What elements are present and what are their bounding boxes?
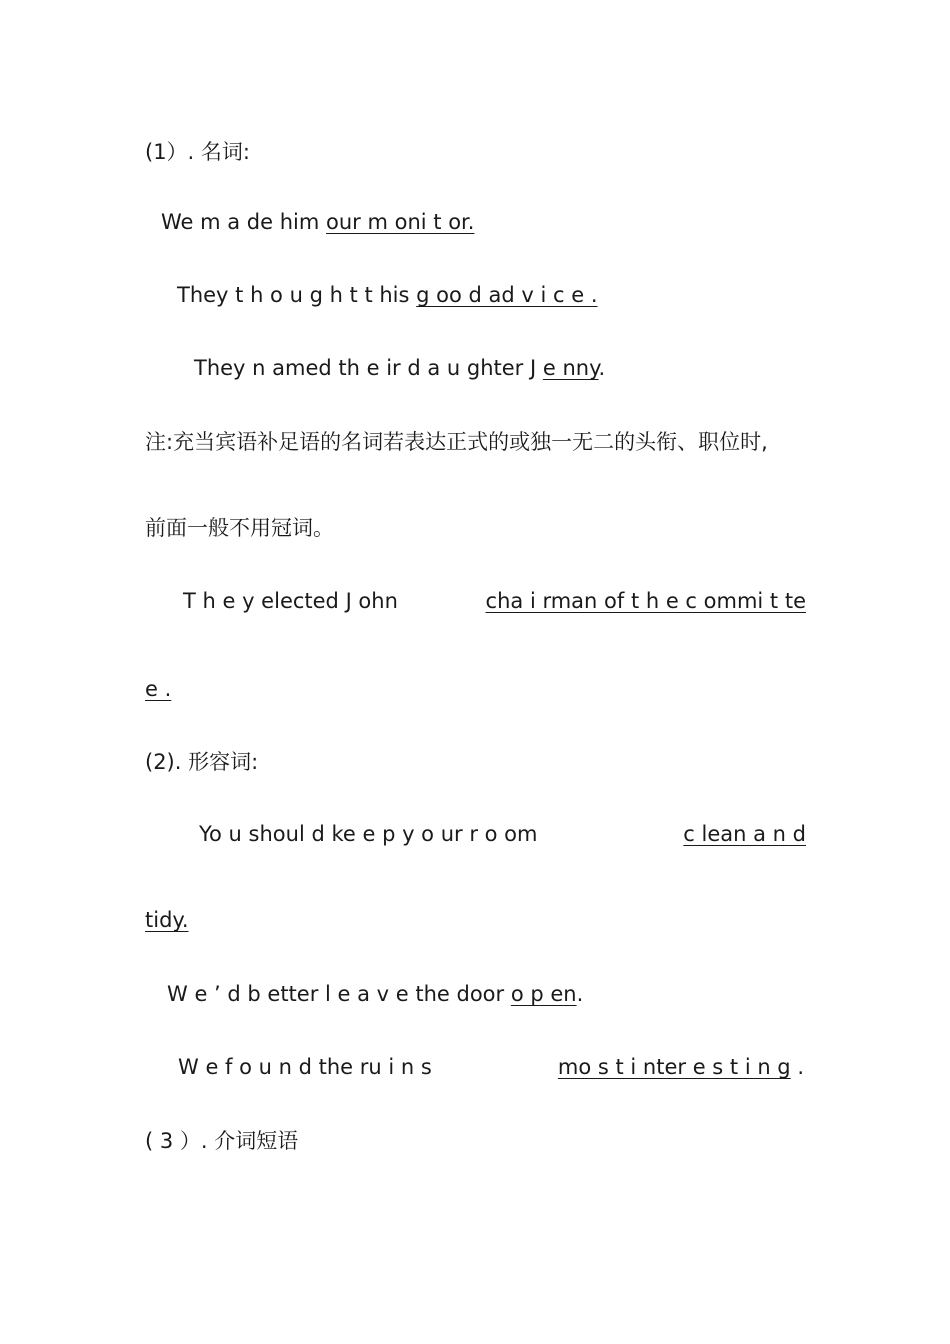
underlined-complement: o p en — [510, 982, 577, 1006]
note-line-1: 注:充当宾语补足语的名词若表达正式的或独一无二的头衔、职位时, — [145, 430, 768, 454]
example-text: We m a de him — [161, 210, 327, 234]
noun-example-3 — [194, 354, 605, 382]
underlined-complement: cha i rman of t h e c ommi t te — [485, 589, 806, 613]
adj-example-1 — [199, 820, 806, 848]
underlined-complement-end: e . — [145, 677, 172, 701]
example-text: W e f o u n d the ru i n s — [178, 1055, 432, 1079]
heading-adjective: (2). 形容词: — [145, 750, 259, 774]
example-text: T h e y elected J ohn — [183, 589, 398, 613]
underlined-complement: c lean a n d — [683, 822, 806, 846]
heading-noun: (1）. 名词: — [145, 140, 250, 164]
underlined-complement: g oo d ad v i c e . — [416, 283, 598, 307]
example-text: W e ’ d b etter l e a v e the door — [167, 982, 511, 1006]
chairman-example-continuation — [145, 675, 171, 703]
noun-example-2 — [177, 281, 598, 309]
adj-example-1-continuation — [145, 906, 189, 934]
underlined-complement: e nny — [542, 356, 599, 380]
example-punct: . — [576, 982, 584, 1006]
chairman-example — [183, 587, 806, 615]
adj-example-3 — [178, 1053, 804, 1081]
adj-example-2 — [167, 980, 583, 1008]
heading-prepositional-phrase: ( 3 ）. 介词短语 — [145, 1129, 299, 1153]
example-text: They n amed th e ir d a u ghter J — [194, 356, 543, 380]
example-text: They t h o u g h t t his — [177, 283, 417, 307]
noun-example-1 — [161, 208, 474, 236]
example-punct: . — [598, 356, 606, 380]
example-punct: . — [790, 1055, 804, 1079]
note-line-2: 前面一般不用冠词。 — [145, 516, 334, 540]
underlined-complement-end: tidy. — [145, 908, 189, 932]
example-text: Yo u shoul d ke e p y o ur r o om — [199, 822, 538, 846]
underlined-complement: mo s t i nter e s t i n g — [557, 1055, 791, 1079]
underlined-complement: our m oni t or. — [326, 210, 475, 234]
